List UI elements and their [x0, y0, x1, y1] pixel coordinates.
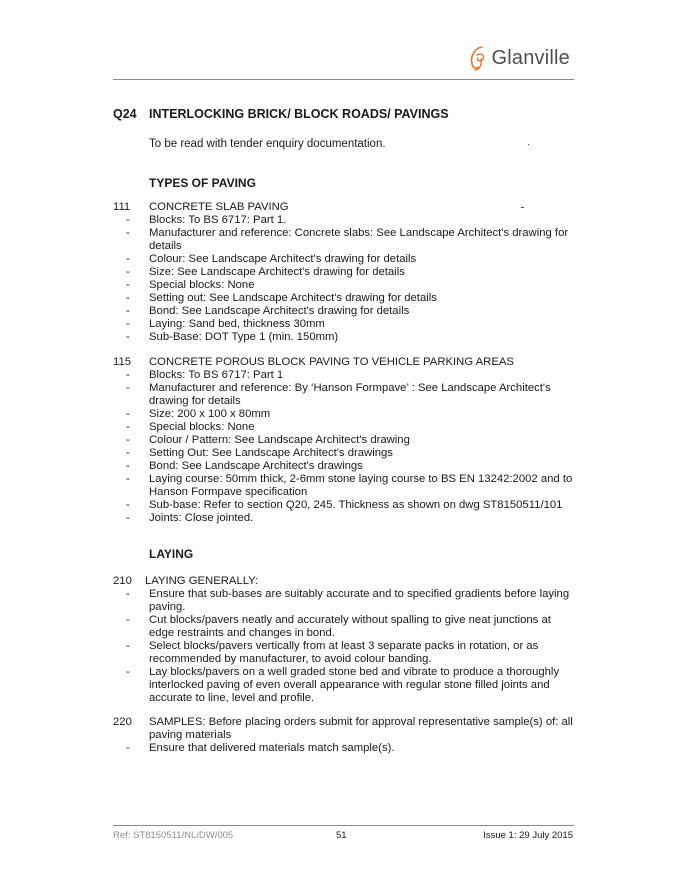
clause-210	[113, 575, 573, 705]
glanville-logo-icon	[467, 44, 489, 72]
company-logo	[467, 44, 571, 72]
list-item: - Ensure that delivered materials match sample(s).	[126, 742, 395, 754]
clause-heading: SAMPLES: Before placing orders submit for approval representative sample(s) of: all paving materials	[149, 716, 573, 741]
list-item: - Colour / Pattern: See Landscape Architect's drawing	[126, 434, 410, 446]
scan-mark	[521, 207, 524, 208]
list-item: - Manufacturer and reference: By ‘Hanson Formpave’ : See Landscape Architect's drawing for details	[126, 382, 551, 407]
footer-divider	[113, 825, 574, 826]
list-item: - Cut blocks/pavers neatly and accurately without spalling to give neat junctions at edge restraints and changes in bond.	[126, 614, 551, 639]
clause-heading: CONCRETE POROUS BLOCK PAVING TO VEHICLE PARKING AREAS	[149, 356, 514, 368]
list-item: - Bond: See Landscape Architect's drawings	[126, 460, 363, 472]
list-item: - Sub-base: Refer to section Q20, 245. Thickness as shown on dwg ST8150511/101	[126, 499, 563, 511]
footer-reference: Ref: ST8150511/NL/DW/005	[113, 830, 234, 841]
list-item: - Colour: See Landscape Architect's drawing for details	[126, 253, 417, 265]
section-number: Q24	[113, 107, 137, 121]
clause-items	[113, 742, 573, 755]
list-item: - Ensure that sub-bases are suitably accurate and to specified gradients before laying paving.	[126, 588, 570, 613]
list-item: - Special blocks: None	[126, 421, 255, 433]
list-item: - Laying: Sand bed, thickness 30mm	[126, 318, 325, 330]
list-item: - Joints: Close jointed.	[126, 512, 254, 524]
header-divider	[113, 79, 574, 80]
list-item: - Manufacturer and reference: Concrete slabs: See Landscape Architect's drawing for details	[126, 227, 569, 252]
clause-number: 111	[113, 201, 131, 213]
list-item: - Special blocks: None	[126, 279, 255, 291]
list-item: - Blocks: To BS 6717: Part 1	[126, 369, 284, 381]
list-item: - Lay blocks/pavers on a well graded stone bed and vibrate to produce a thoroughly interlocked paving of even overall appearance with regular stone filled joints and accurate to line, level and profile.	[126, 666, 560, 704]
list-item: - Bond: See Landscape Architect's drawing for details	[126, 305, 410, 317]
clause-number: 220	[113, 716, 132, 728]
clause-111	[113, 201, 573, 344]
clause-number: 115	[113, 356, 132, 368]
scan-mark	[528, 144, 529, 145]
logo-text: Glanville	[491, 46, 570, 69]
list-item: - Size: See Landscape Architect's drawing for details	[126, 266, 405, 278]
list-item: - Setting out: See Landscape Architect's drawing for details	[126, 292, 437, 304]
subheading-laying: LAYING	[149, 547, 194, 561]
clause-heading: CONCRETE SLAB PAVING	[149, 201, 289, 213]
list-item: - Select blocks/pavers vertically from at least 3 separate packs in rotation, or as recommended by manufacturer, to avoid colour banding.	[126, 640, 539, 665]
list-item: - Size: 200 x 100 x 80mm	[126, 408, 271, 420]
footer-page-number: 51	[336, 830, 347, 841]
section-title: INTERLOCKING BRICK/ BLOCK ROADS/ PAVINGS	[149, 107, 449, 121]
clause-items	[113, 588, 573, 705]
clause-heading: LAYING GENERALLY:	[145, 575, 259, 587]
clause-items	[113, 214, 573, 344]
clause-number: 210	[113, 575, 132, 587]
list-item: - Blocks: To BS 6717: Part 1.	[126, 214, 287, 226]
clause-220	[113, 716, 573, 755]
section-intro: To be read with tender enquiry documentation.	[149, 138, 386, 150]
clause-items	[113, 369, 573, 525]
subheading-types-of-paving: TYPES OF PAVING	[149, 176, 256, 190]
clause-115	[113, 356, 573, 525]
list-item: - Laying course: 50mm thick, 2-6mm stone laying course to BS EN 13242:2002 and to Hanson Formpave specification	[126, 473, 573, 498]
list-item: - Setting Out: See Landscape Architect's drawings	[126, 447, 393, 459]
list-item: - Sub-Base: DOT Type 1 (min. 150mm)	[126, 331, 339, 343]
footer-issue-date: Issue 1: 29 July 2015	[483, 830, 573, 841]
